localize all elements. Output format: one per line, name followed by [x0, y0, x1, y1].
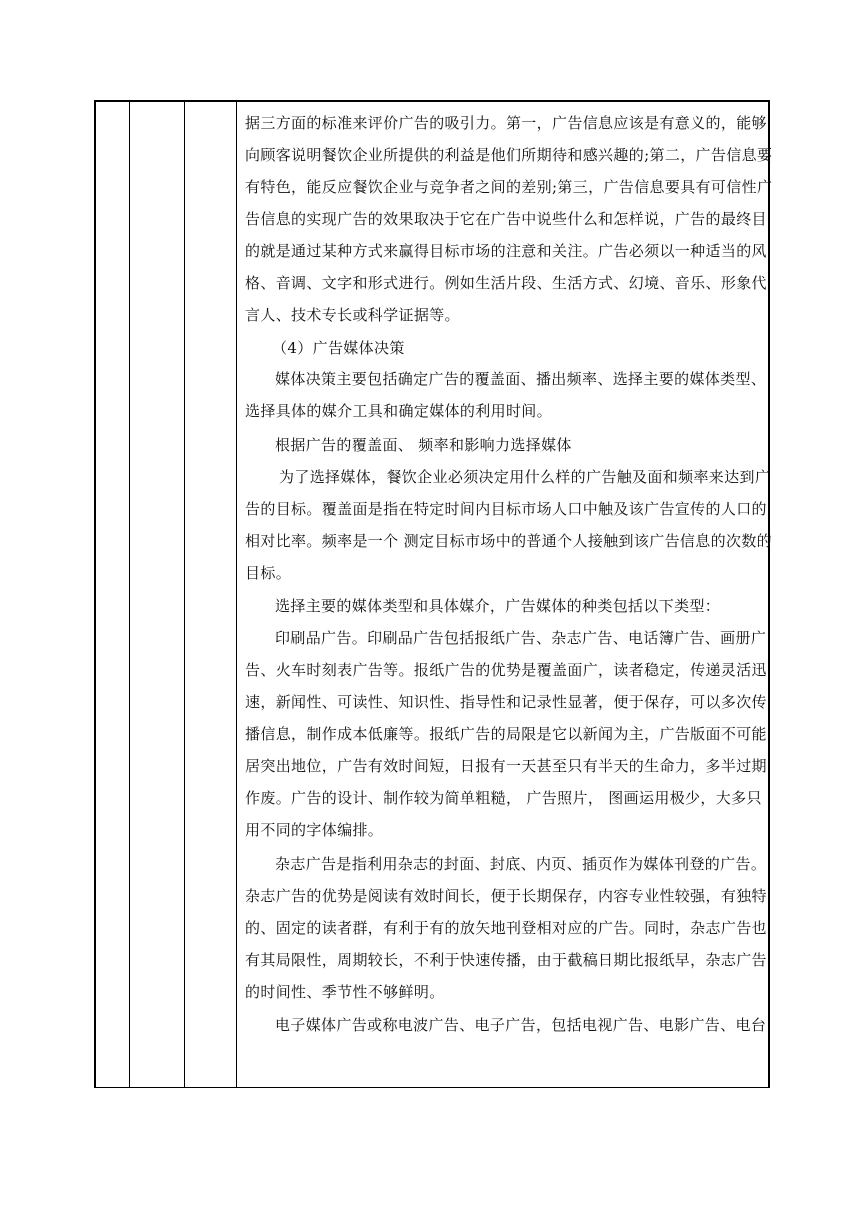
- column-divider-3: [236, 102, 237, 1087]
- text-line: 电子媒体广告或称电波广告、电子广告，包括电视广告、电影广告、电台: [275, 1016, 767, 1034]
- column-divider-1: [129, 102, 130, 1087]
- text-line: 目标。: [245, 564, 292, 582]
- text-line: 用不同的字体编排。: [245, 821, 384, 839]
- text-line: 为了选择媒体，餐饮企业必须决定用什么样的广告触及面和频率来达到广: [279, 468, 771, 486]
- text-line: 告、火车时刻表广告等。报纸广告的优势是覆盖面广，读者稳定，传递灵活迅: [245, 661, 767, 679]
- text-line: 告的目标。覆盖面是指在特定时间内目标市场人口中触及该广告宣传的人口的: [245, 500, 767, 518]
- text-line: 有特色，能反应餐饮企业与竞争者之间的差别;第三，广告信息要具有可信性广: [245, 178, 773, 196]
- text-line: 向顾客说明餐饮企业所提供的利益是他们所期待和感兴趣的;第二，广告信息要: [245, 146, 773, 164]
- text-line: 作废。广告的设计、制作较为简单粗糙， 广告照片， 图画运用极少，大多只: [245, 789, 762, 807]
- text-line: 选择具体的媒介工具和确定媒体的利用时间。: [245, 402, 553, 420]
- column-divider-2: [184, 102, 185, 1087]
- text-line: 有其局限性，周期较长，不利于快速传播，由于截稿日期比报纸早，杂志广告: [245, 951, 767, 969]
- text-line: 的、固定的读者群，有利于有的放矢地刊登相对应的广告。同时，杂志广告也: [245, 919, 767, 937]
- document-table: [94, 100, 773, 1088]
- text-line: 言人、技术专长或科学证据等。: [245, 306, 460, 324]
- subheading: 根据广告的覆盖面、 频率和影响力选择媒体: [275, 436, 572, 454]
- section-heading: （4）广告媒体决策: [272, 339, 405, 357]
- text-line: 居突出地位，广告有效时间短，日报有一天甚至只有半天的生命力，多半过期: [245, 757, 767, 775]
- text-line: 相对比率。频率是一个 测定目标市场中的普通个人接触到该广告信息的次数的: [245, 532, 773, 550]
- text-line: 速，新闻性、可读性、知识性、指导性和记录性显著，便于保存，可以多次传: [245, 693, 767, 711]
- text-line: 播信息，制作成本低廉等。报纸广告的局限是它以新闻为主，广告版面不可能: [245, 725, 767, 743]
- text-line: 的就是通过某种方式来赢得目标市场的注意和关注。广告必须以一种适当的风: [245, 242, 767, 260]
- text-line: 选择主要的媒体类型和具体媒介，广告媒体的种类包括以下类型：: [275, 597, 721, 615]
- text-line: 的时间性、季节性不够鲜明。: [245, 983, 445, 1001]
- text-line: 印刷品广告。印刷品广告包括报纸广告、杂志广告、电话簿广告、画册广: [275, 629, 767, 647]
- text-line: 杂志广告的优势是阅读有效时间长，便于长期保存，内容专业性较强，有独特: [245, 887, 767, 905]
- text-line: 媒体决策主要包括确定广告的覆盖面、播出频率、选择主要的媒体类型、: [275, 370, 767, 388]
- content-cell: [240, 104, 773, 1087]
- text-line: 杂志广告是指利用杂志的封面、封底、内页、插页作为媒体刊登的广告。: [275, 855, 767, 873]
- text-line: 据三方面的标准来评价广告的吸引力。第一，广告信息应该是有意义的，能够: [245, 114, 767, 132]
- text-line: 格、音调、文字和形式进行。例如生活片段、生活方式、幻境、音乐、形象代: [245, 274, 767, 292]
- text-line: 告信息的实现广告的效果取决于它在广告中说些什么和怎样说，广告的最终目: [245, 210, 767, 228]
